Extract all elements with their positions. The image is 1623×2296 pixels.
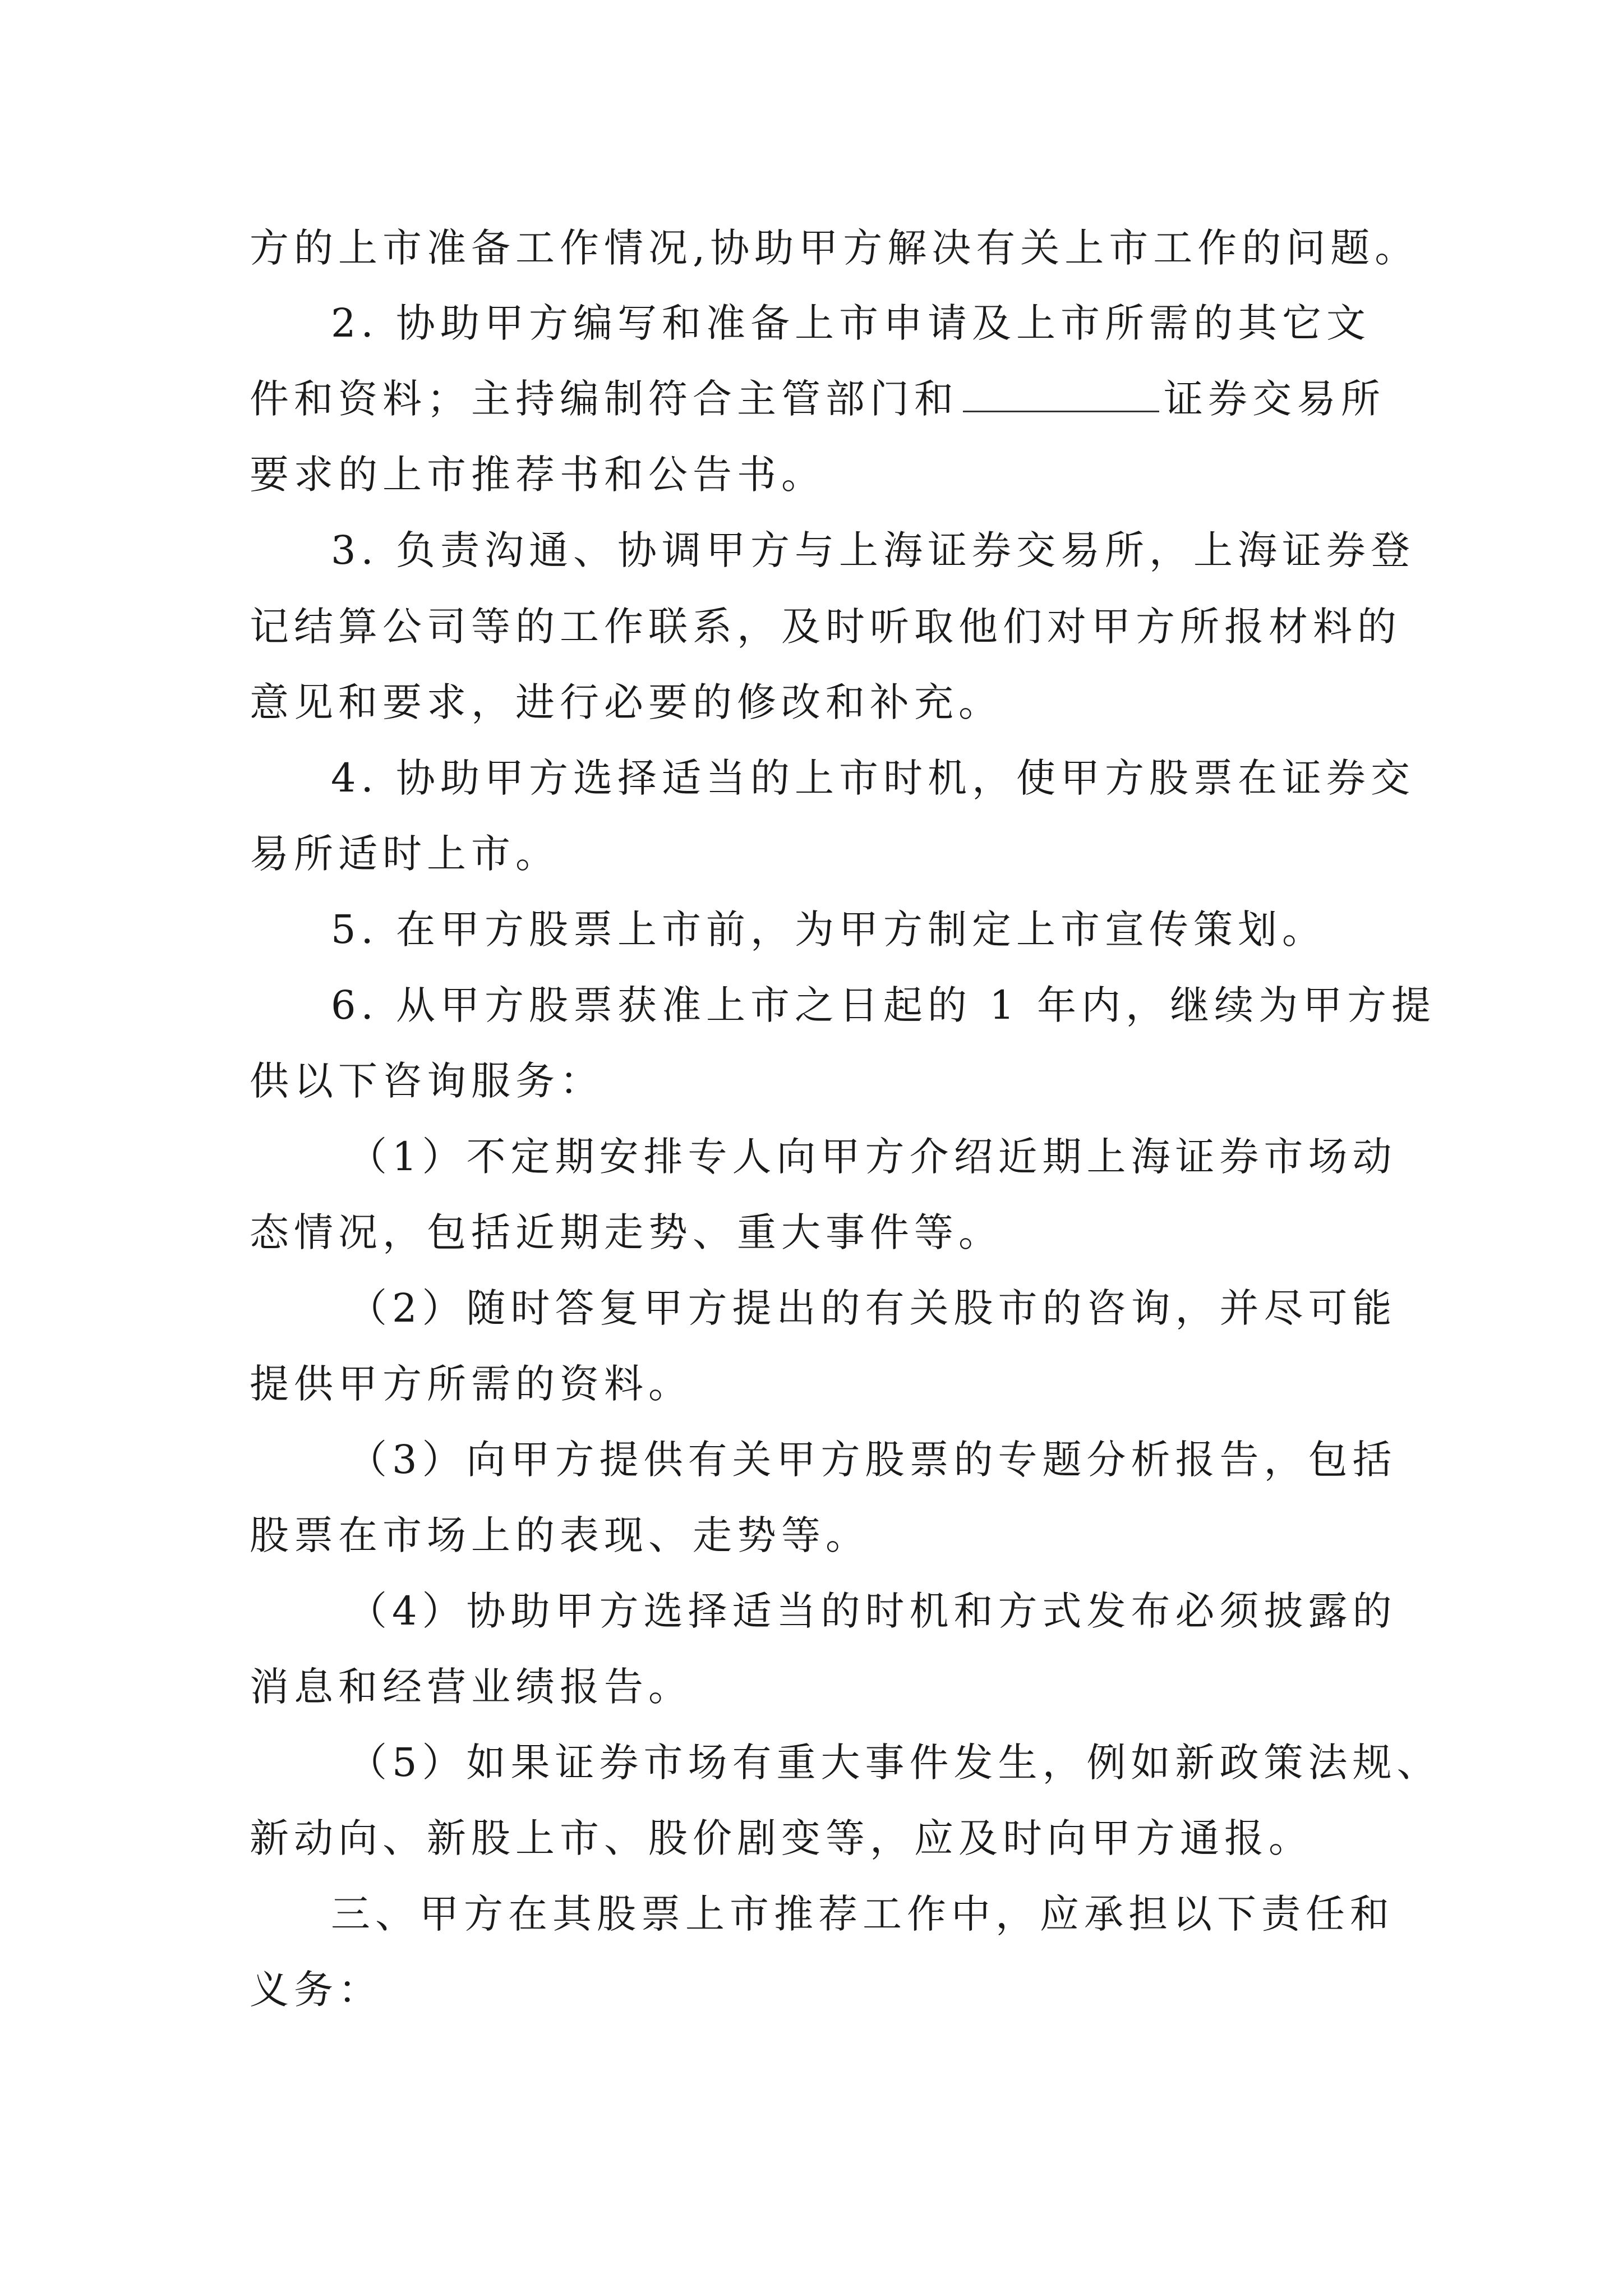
text-line: 记结算公司等的工作联系，及时听取他们对甲方所报材料的 xyxy=(250,604,1401,650)
text-line: 态情况，包括近期走势、重大事件等。 xyxy=(250,1209,1003,1255)
text-line: 6. 从甲方股票获准上市之日起的 1 年内，继续为甲方提 xyxy=(331,982,1436,1028)
text-line: 意见和要求，进行必要的修改和补充。 xyxy=(250,679,1003,725)
text-line: 5. 在甲方股票上市前，为甲方制定上市宣传策划。 xyxy=(331,907,1327,953)
text-line xyxy=(250,374,1385,424)
text-line: 要求的上市推荐书和公告书。 xyxy=(250,452,826,498)
text-line: 3. 负责沟通、协调甲方与上海证券交易所，上海证券登 xyxy=(331,527,1415,573)
text-line: 新动向、新股上市、股价剧变等，应及时向甲方通报。 xyxy=(250,1815,1313,1861)
text-segment: 件和资料；主持编制符合主管部门和 xyxy=(250,376,958,422)
text-line: 提供甲方所需的资料。 xyxy=(250,1361,693,1407)
text-segment: 证券交易所 xyxy=(1164,376,1385,422)
fill-in-blank xyxy=(963,377,1159,412)
text-line: （3）向甲方提供有关甲方股票的专题分析报告，包括 xyxy=(348,1437,1397,1483)
text-line: （1）不定期安排专人向甲方介绍近期上海证券市场动 xyxy=(348,1134,1397,1180)
text-line: 消息和经营业绩报告。 xyxy=(250,1664,693,1710)
text-line: （5）如果证券市场有重大事件发生，例如新政策法规、 xyxy=(348,1740,1441,1786)
text-line: 4. 协助甲方选择适当的上市时机，使甲方股票在证券交 xyxy=(331,755,1415,801)
text-line: （4）协助甲方选择适当的时机和方式发布必须披露的 xyxy=(348,1588,1397,1634)
text-line: 2. 协助甲方编写和准备上市申请及上市所需的其它文 xyxy=(331,300,1371,346)
text-line: 义务： xyxy=(250,1967,382,2013)
text-line: 供以下咨询服务： xyxy=(250,1058,604,1104)
text-line: 股票在市场上的表现、走势等。 xyxy=(250,1512,870,1558)
text-line: 方的上市准备工作情况,协助甲方解决有关上市工作的问题。 xyxy=(250,225,1419,271)
text-line: （2）随时答复甲方提出的有关股市的咨询，并尽可能 xyxy=(348,1285,1397,1331)
text-line: 三、甲方在其股票上市推荐工作中，应承担以下责任和 xyxy=(331,1891,1394,1937)
text-line: 易所适时上市。 xyxy=(250,831,560,877)
